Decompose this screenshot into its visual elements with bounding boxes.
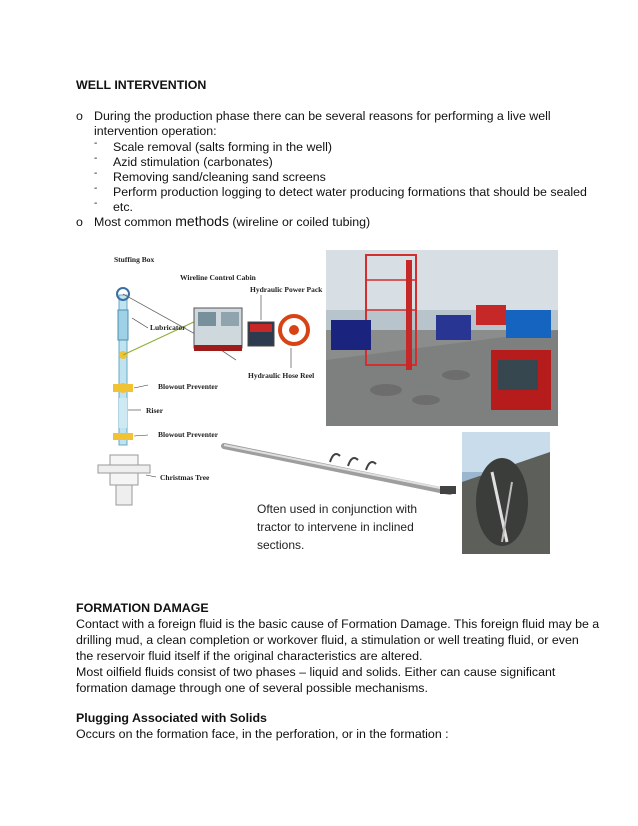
bullet-marker: o xyxy=(76,109,83,123)
figure-caption-line2: tractor to intervene in inclined xyxy=(257,520,414,534)
dash-marker: - xyxy=(94,168,98,179)
plugging-solids-line: Occurs on the formation face, in the perforation, or in the formation : xyxy=(76,727,449,741)
label-blowout-preventer-2: Blowout Preventer xyxy=(158,430,219,439)
rig-deck-photo xyxy=(326,250,558,426)
bullet1-line2: intervention operation: xyxy=(94,124,217,138)
borehole-tractor-photo xyxy=(462,432,550,554)
subitem-3: Removing sand/cleaning sand screens xyxy=(113,170,326,184)
wireline-tool-photo xyxy=(220,440,460,500)
figure-caption-line3: sections. xyxy=(257,538,305,552)
well-intervention-heading: WELL INTERVENTION xyxy=(76,78,207,92)
formation-damage-p1-line2: drilling mud, a clean completion or workover fluid, a stimulation or well treating fluid, or even xyxy=(76,633,579,647)
dash-marker: - xyxy=(94,198,98,209)
label-wireline-control-cabin: Wireline Control Cabin xyxy=(180,273,256,282)
label-stuffing-box: Stuffing Box xyxy=(114,255,155,264)
bullet1-line1: During the production phase there can be several reasons for performing a live well xyxy=(94,109,551,123)
subitem-2: Azid stimulation (carbonates) xyxy=(113,155,273,169)
label-riser: Riser xyxy=(146,406,164,415)
bullet-marker: o xyxy=(76,215,83,229)
label-blowout-preventer-1: Blowout Preventer xyxy=(158,382,219,391)
formation-damage-heading: FORMATION DAMAGE xyxy=(76,601,209,615)
plugging-solids-heading: Plugging Associated with Solids xyxy=(76,711,267,725)
bullet2-methods: methods xyxy=(175,213,229,229)
dash-marker: - xyxy=(94,183,98,194)
subitem-5: etc. xyxy=(113,200,133,214)
label-christmas-tree: Christmas Tree xyxy=(160,473,210,482)
label-hydraulic-hose-reel: Hydraulic Hose Reel xyxy=(248,371,315,380)
bullet2-post: (wireline or coiled tubing) xyxy=(228,215,371,229)
label-lubricator: Lubricator xyxy=(150,323,186,332)
label-hydraulic-power-pack: Hydraulic Power Pack xyxy=(250,285,323,294)
formation-damage-p2-line1: Most oilfield fluids consist of two phases – liquid and solids. Either can cause significant xyxy=(76,665,556,679)
dash-marker: - xyxy=(94,153,98,164)
subitem-1: Scale removal (salts forming in the well) xyxy=(113,140,332,154)
bullet2-line xyxy=(94,213,370,229)
figure-caption-line1: Often used in conjunction with xyxy=(257,502,418,516)
dash-marker: - xyxy=(94,138,98,149)
bullet2-pre: Most common xyxy=(94,215,176,229)
formation-damage-p1-line3: the reservoir fluid itself if the original characteristics are altered. xyxy=(76,649,423,663)
formation-damage-p2-line2: formation damage through one of several possible mechanisms. xyxy=(76,681,428,695)
subitem-4: Perform production logging to detect water producing formations that should be sealed xyxy=(113,185,587,199)
formation-damage-p1-line1: Contact with a foreign fluid is the basic cause of Formation Damage. This foreign fluid may be a xyxy=(76,617,600,631)
